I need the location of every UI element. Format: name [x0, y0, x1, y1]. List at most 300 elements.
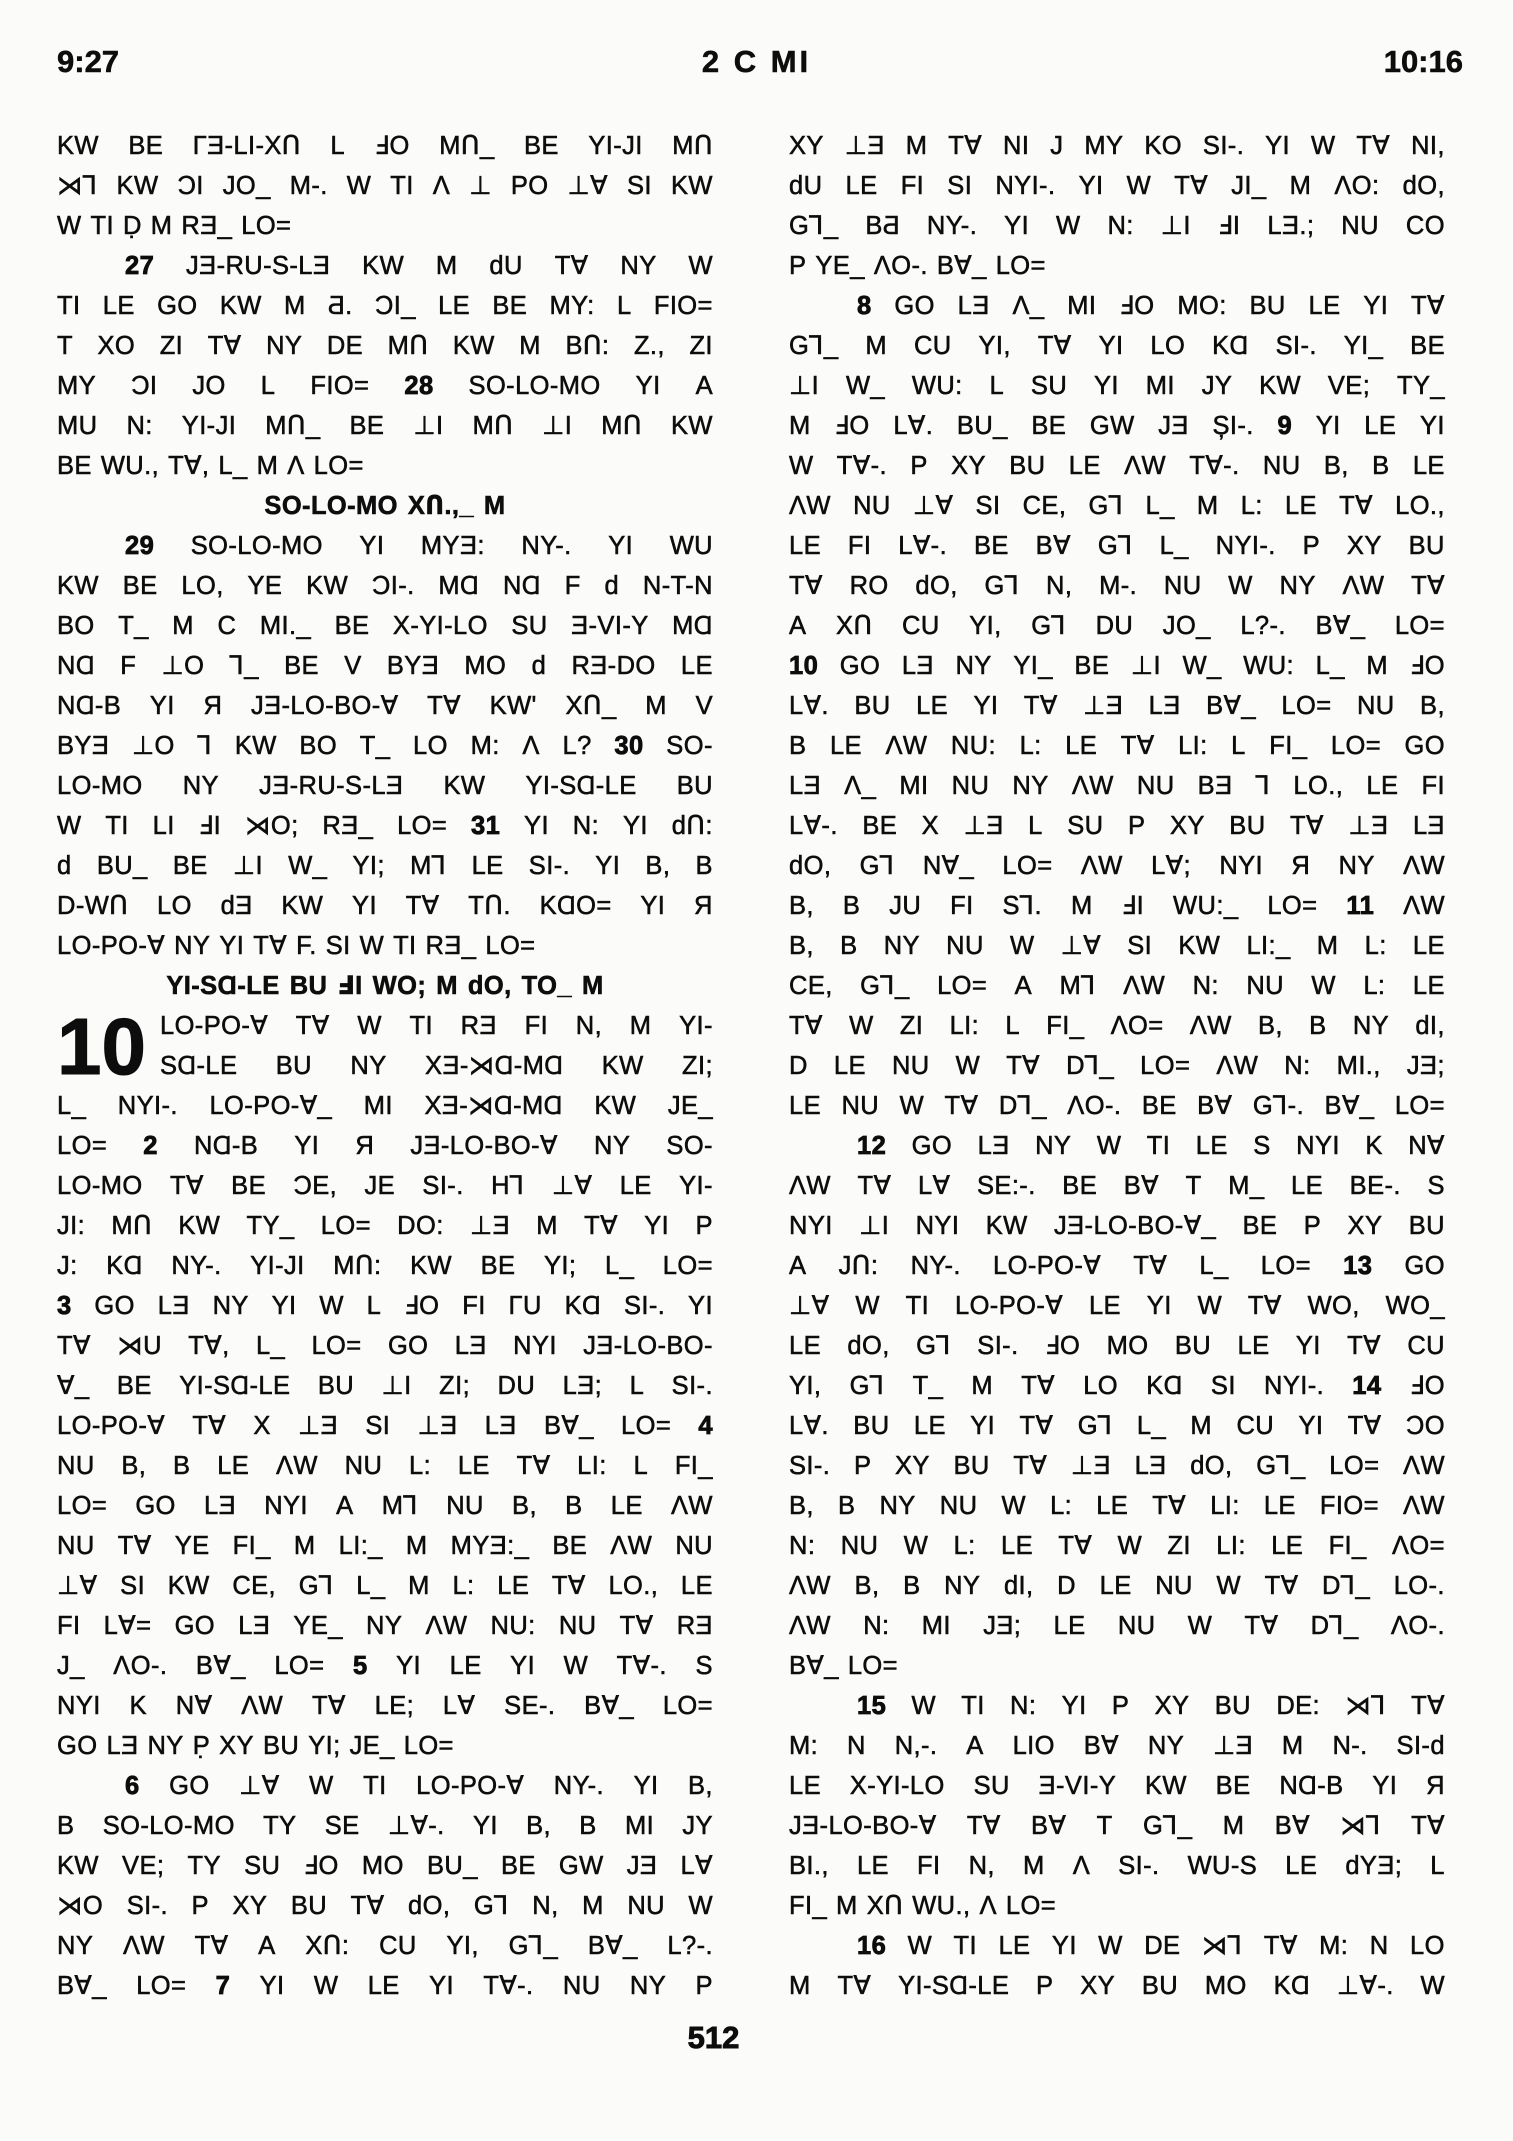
word: RƎ_ — [425, 932, 477, 960]
word: BU — [1214, 1692, 1251, 1720]
word: B∀_ — [195, 1652, 246, 1680]
word: NY-. — [926, 212, 978, 240]
word: SO- — [666, 732, 713, 760]
text-line — [789, 126, 1445, 166]
word: M — [256, 452, 279, 480]
word: XY — [219, 1732, 254, 1760]
word: B — [903, 1572, 921, 1600]
word: W — [346, 172, 372, 200]
word: YI; — [352, 852, 385, 880]
word: SO-LO-MO — [264, 492, 398, 520]
word: M — [1190, 1412, 1213, 1440]
text-line — [789, 766, 1445, 806]
word: N∀_ — [922, 852, 975, 880]
text-line — [57, 1886, 713, 1926]
word: ⊥∀ — [551, 1172, 593, 1200]
word: W — [359, 932, 385, 960]
word: S — [1427, 1172, 1445, 1200]
word: P — [853, 1452, 872, 1480]
word: LƎ — [1412, 812, 1445, 840]
word: LO — [1150, 332, 1186, 360]
word: KW — [219, 292, 262, 320]
word: NU — [939, 1492, 978, 1520]
word: D-WՈ — [57, 892, 129, 920]
word: N-T-N — [642, 572, 713, 600]
word: YI-JI — [250, 1252, 305, 1280]
word: BƋ — [865, 212, 900, 240]
text-line — [57, 1246, 713, 1286]
word: MՈ — [387, 332, 429, 360]
word: RƎ — [460, 1012, 497, 1040]
word: L: — [452, 1572, 475, 1600]
word: CO — [1405, 212, 1445, 240]
word: LO-. — [1393, 1572, 1445, 1600]
word: SI — [1127, 932, 1153, 960]
word: B — [695, 852, 713, 880]
word: P̣ — [192, 1732, 211, 1760]
word: Λ — [979, 1892, 997, 1920]
word: B — [789, 732, 807, 760]
word: W — [57, 812, 82, 840]
word: ΛO-. — [873, 252, 928, 280]
word: W — [357, 1012, 382, 1040]
word: L: — [1050, 1492, 1073, 1520]
word: Λ — [1072, 1852, 1091, 1880]
word: BU — [1229, 812, 1266, 840]
word: YI-SⱭ-LE — [525, 772, 637, 800]
word: A — [966, 1732, 984, 1760]
word: NU — [1117, 1612, 1156, 1640]
word: TI — [409, 1012, 433, 1040]
word: JƎ-LO-BO-∀_ — [1054, 1212, 1217, 1240]
word: YI — [633, 1772, 659, 1800]
word: LO= — [313, 452, 364, 480]
text-line — [789, 526, 1445, 566]
word: MY — [57, 372, 97, 400]
word: SⱭ-LE — [159, 1052, 238, 1080]
word: T∀ — [1013, 1452, 1048, 1480]
word: G⅂_ — [508, 1932, 559, 1960]
word: BU — [1009, 452, 1046, 480]
text-line — [789, 1606, 1445, 1646]
word: NY — [883, 932, 920, 960]
word: YI, — [978, 332, 1011, 360]
word: KW — [57, 1852, 99, 1880]
word: KW — [234, 732, 277, 760]
word: YI — [149, 692, 175, 720]
word: M: — [1319, 1932, 1349, 1960]
word: ΓƎ-LI-XՈ — [192, 132, 301, 160]
word: BU — [854, 692, 891, 720]
word: JƎ; — [983, 1612, 1022, 1640]
word: LO-PO-∀ — [159, 1012, 269, 1040]
word: NY-. — [521, 532, 572, 560]
word: KW — [670, 412, 713, 440]
word: YI — [472, 1812, 498, 1840]
word: A — [789, 612, 807, 640]
word: B∀ — [1197, 1092, 1233, 1120]
word: P — [789, 252, 807, 280]
word: T_ — [359, 732, 391, 760]
word: ⅂ — [1255, 772, 1271, 800]
word: dO, — [408, 1892, 451, 1920]
word: ⋊O — [57, 1892, 104, 1920]
word: B, — [854, 1572, 880, 1600]
word: KW — [178, 1212, 221, 1240]
text-line — [57, 1486, 713, 1526]
word: TՈ. — [468, 892, 511, 920]
word: D⅂_ — [1066, 1052, 1115, 1080]
word: M — [293, 1532, 316, 1560]
word: XY — [1347, 1212, 1383, 1240]
word: ℲO — [404, 1292, 440, 1320]
word: BE — [128, 132, 164, 160]
word: ZI — [689, 332, 713, 360]
word: LO= — [57, 1492, 108, 1520]
word: NU — [1155, 1572, 1193, 1600]
word: T∀-. — [836, 452, 887, 480]
word: LƎ.; — [1267, 212, 1315, 240]
word: L — [633, 1452, 649, 1480]
word: LE — [1195, 1132, 1228, 1160]
word: LƎ — [157, 1292, 190, 1320]
word: NU — [841, 1092, 880, 1120]
word: ƆI_ — [374, 292, 416, 320]
word: L_ — [1199, 1252, 1229, 1280]
word: L — [1028, 812, 1043, 840]
word: BE — [1410, 332, 1445, 360]
word: B∀ — [1083, 1732, 1120, 1760]
word: RƎ_ — [181, 212, 233, 240]
chapter-start — [57, 1002, 713, 1091]
word: ⊥∀ — [912, 492, 954, 520]
word: BE — [349, 412, 385, 440]
word: T∀ — [1247, 1292, 1282, 1320]
word: ȘI-. — [1212, 412, 1254, 440]
word: TI — [1146, 1132, 1171, 1160]
word: ΛW — [1403, 852, 1445, 880]
word: NY — [266, 332, 303, 360]
word: W — [1311, 972, 1336, 1000]
word: L — [629, 1372, 645, 1400]
word: ΛW — [670, 1492, 713, 1520]
word: XY — [1169, 812, 1205, 840]
word: T_ — [118, 612, 149, 640]
word: L_ — [255, 1332, 286, 1360]
verse-number: 27 — [125, 252, 155, 280]
word: MO — [1204, 1972, 1247, 2000]
word: NU — [1246, 972, 1284, 1000]
word: FI_ — [1046, 1012, 1085, 1040]
text-line — [57, 846, 713, 886]
word: ⋊⅂ — [1345, 1692, 1386, 1720]
word: BU — [1174, 1332, 1212, 1360]
word: B, — [1257, 1012, 1283, 1040]
word: MO: — [1177, 292, 1227, 320]
word: B — [579, 1812, 597, 1840]
word: ⊥O — [161, 652, 205, 680]
word: L — [366, 1292, 382, 1320]
word: M — [536, 1212, 558, 1240]
word: LE — [916, 692, 949, 720]
word: T∀ — [1356, 132, 1391, 160]
word: FIO= — [310, 372, 370, 400]
word: JƎ-RU-S-LƎ — [259, 772, 404, 800]
word: W — [688, 252, 713, 280]
word: SI-. — [977, 1332, 1019, 1360]
word: ⊥Ǝ — [469, 1212, 510, 1240]
text-line — [789, 1846, 1445, 1886]
word: NYI-. — [1215, 532, 1276, 560]
word: WU — [669, 532, 713, 560]
text-line — [57, 686, 713, 726]
word: L: — [1364, 932, 1387, 960]
word: J: — [57, 1252, 78, 1280]
word: ℲO — [1119, 292, 1155, 320]
word: dYƎ; — [1345, 1852, 1403, 1880]
word: YE — [174, 1532, 210, 1560]
word: XY — [232, 1892, 268, 1920]
word: KO — [1144, 132, 1182, 160]
word: MՈ — [672, 132, 713, 160]
word: GO — [1404, 1252, 1445, 1280]
word: MI._ — [259, 612, 312, 640]
word: NU: — [490, 1612, 536, 1640]
word: NU — [562, 1972, 601, 2000]
word: YI — [1298, 1412, 1324, 1440]
word: BƎ — [1197, 772, 1233, 800]
text-line — [57, 406, 713, 446]
text-line — [57, 766, 713, 806]
word: ℲO — [1409, 1372, 1445, 1400]
word: WU: — [1243, 652, 1295, 680]
text-line — [789, 1286, 1445, 1326]
word: G⅂ — [1031, 612, 1067, 640]
word: LE — [789, 532, 821, 560]
word: B, — [789, 1492, 814, 1520]
word: L∀. — [893, 412, 934, 440]
word: SI-. — [528, 852, 571, 880]
word: KⱭ — [106, 1252, 143, 1280]
word: ⊥I — [789, 372, 820, 400]
word: M — [971, 1372, 994, 1400]
text-line — [789, 1726, 1445, 1766]
word: BE — [552, 1532, 588, 1560]
word: SI — [627, 172, 652, 200]
word: YI — [688, 1292, 713, 1320]
word: LE — [1068, 452, 1101, 480]
word: ⊥∀ — [1060, 932, 1102, 960]
word: MO — [361, 1852, 404, 1880]
word: ⋊⅂ — [1201, 1932, 1243, 1960]
word: FI — [524, 1012, 549, 1040]
word: FIO= — [653, 292, 713, 320]
word: L∀. — [789, 692, 829, 720]
word: SU — [511, 612, 548, 640]
word: XՈ_ — [565, 692, 617, 720]
word: Λ_ — [1012, 292, 1045, 320]
word: B∀_ — [1315, 612, 1366, 640]
verse-number: 4 — [698, 1412, 713, 1440]
word: ΛO= — [1392, 1532, 1445, 1560]
word: NⱭ-B — [193, 1132, 259, 1160]
word: ∀_ — [57, 1372, 90, 1400]
word: G⅂_ — [1256, 1452, 1306, 1480]
word: LO= — [241, 212, 292, 240]
word: YI — [608, 532, 634, 560]
word: LI: — [949, 1012, 980, 1040]
word: L∀-. — [789, 812, 838, 840]
text-line — [789, 926, 1445, 966]
word: B — [565, 1492, 583, 1520]
word: LO= — [136, 1972, 187, 2000]
word: XՈ.,_ — [407, 492, 474, 520]
word: T∀-. — [1189, 452, 1240, 480]
word: S — [695, 1652, 713, 1680]
word: BU — [676, 772, 713, 800]
word: PO — [510, 172, 549, 200]
word: MI — [921, 1612, 951, 1640]
word: ⊥Ǝ — [1083, 692, 1124, 720]
word: NYI — [915, 1212, 960, 1240]
word: M — [1289, 172, 1312, 200]
word: XƎ-⋊Ɑ-MⱭ — [424, 1092, 563, 1120]
word: SU — [1067, 812, 1104, 840]
word: Ƌ. — [327, 292, 353, 320]
word: SI-. — [1202, 132, 1245, 160]
word: P — [695, 1212, 713, 1240]
word: J_ — [57, 1652, 85, 1680]
word: L∀-. — [898, 532, 948, 560]
word: YI — [359, 532, 385, 560]
word: LE — [610, 1492, 643, 1520]
word: LƎ — [454, 1332, 487, 1360]
word: NU — [1262, 452, 1301, 480]
left-text-column — [57, 126, 713, 2006]
word: LIO — [1012, 1732, 1055, 1760]
word: ⊥O — [131, 732, 175, 760]
word: T∀ — [1174, 172, 1209, 200]
right-text-column — [789, 126, 1445, 2006]
word: SU — [244, 1852, 281, 1880]
word: YI — [259, 1972, 285, 2000]
word: YI — [510, 1652, 536, 1680]
word: FI — [57, 1612, 81, 1640]
word: BՈ: — [565, 332, 610, 360]
word: LO= — [397, 812, 448, 840]
word: NU — [891, 1052, 930, 1080]
word: ⊥I — [413, 412, 444, 440]
word: L: — [1363, 972, 1386, 1000]
word: W — [1117, 1532, 1143, 1560]
text-line — [57, 1126, 713, 1166]
word: dU — [789, 172, 823, 200]
word: H⅂ — [491, 1172, 525, 1200]
word: ΛO-. — [1067, 1092, 1122, 1120]
word: L_ — [356, 1572, 386, 1600]
word: LƎ — [106, 1732, 139, 1760]
word: TI — [905, 1292, 930, 1320]
word: NU — [951, 772, 990, 800]
word: G⅂_ — [860, 972, 910, 1000]
word: MՈ: — [333, 1252, 382, 1280]
verse-number: 30 — [614, 732, 644, 760]
word: NⱭ-B — [57, 692, 122, 720]
word: P — [1303, 1212, 1322, 1240]
word: dO, — [915, 572, 958, 600]
word: L_ — [218, 452, 248, 480]
word: MO — [464, 652, 507, 680]
word: K — [1365, 1132, 1383, 1160]
word: GO — [157, 292, 198, 320]
word: KW — [281, 892, 324, 920]
text-line — [57, 206, 713, 246]
word: TI — [363, 1772, 387, 1800]
word: XY — [1154, 1692, 1190, 1720]
word: WO_ — [1385, 1292, 1445, 1320]
word: ZI — [159, 332, 184, 360]
word: T∀ — [194, 1932, 229, 1960]
word: T∀ — [584, 1212, 618, 1240]
word: LE — [1366, 772, 1399, 800]
word: T∀ — [789, 572, 823, 600]
word: NU — [344, 1452, 383, 1480]
word: MI — [624, 1812, 655, 1840]
word: ΛW — [275, 1452, 318, 1480]
word: JI_ — [1231, 172, 1267, 200]
word: NU — [675, 1532, 713, 1560]
word: L: — [953, 1532, 976, 1560]
word: JO_ — [222, 172, 271, 200]
word: ⊥Ǝ — [1213, 1732, 1254, 1760]
word: ⊥I — [381, 1372, 412, 1400]
word: JՈ: — [838, 1252, 879, 1280]
word: ΛW — [241, 1692, 284, 1720]
word: B∀ — [1274, 1812, 1310, 1840]
word: CE, — [789, 972, 833, 1000]
word: T∀ — [1006, 1052, 1041, 1080]
word: M — [836, 1892, 858, 1920]
word: NU — [946, 932, 984, 960]
word: ƆI — [177, 172, 204, 200]
word: A — [336, 1492, 354, 1520]
word: NU — [1163, 572, 1202, 600]
word: W — [1009, 932, 1035, 960]
word: LO= — [1267, 892, 1318, 920]
word: LO-PO-∀ — [57, 932, 166, 960]
word: B, — [121, 1452, 147, 1480]
word: NU — [57, 1532, 95, 1560]
word: NYI — [1296, 1132, 1340, 1160]
word: T∀ — [1411, 1812, 1445, 1840]
word: NYI — [57, 1692, 101, 1720]
word: ΛW — [1216, 1052, 1259, 1080]
word: ⊥I — [232, 852, 263, 880]
word: RƎ-DO — [571, 652, 656, 680]
word: M — [581, 972, 604, 1000]
word: T∀ — [427, 692, 461, 720]
word: B — [842, 892, 861, 920]
word: TI — [953, 1932, 978, 1960]
word: ℲO — [1409, 652, 1445, 680]
word: BU — [1408, 1212, 1445, 1240]
word: B∀_ — [936, 252, 987, 280]
word: ΛO= — [1110, 1012, 1164, 1040]
word: DU — [1095, 612, 1134, 640]
word: W — [57, 212, 82, 240]
word: YI — [1094, 372, 1119, 400]
word: LE — [856, 1852, 889, 1880]
